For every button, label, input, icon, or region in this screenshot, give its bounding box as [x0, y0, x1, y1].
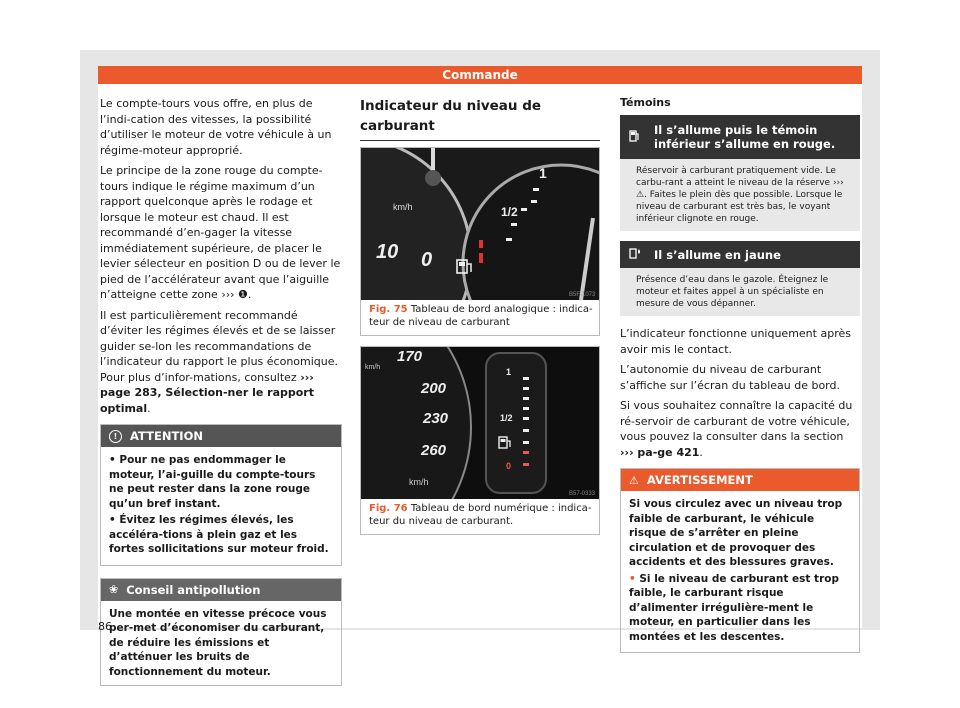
- speed-tick-label: 170: [397, 348, 423, 365]
- right-column: [620, 96, 860, 653]
- speed-unit-label: km/h: [365, 364, 381, 371]
- paragraph: Il est particulièrement recommandé d’éviter les régimes élevés et de se laisser guider se-lon les recommandations de l’indicateur du rapport le plus économique. Pour plus d’infor-mations, consultez ››› page 283, Sélection-ner le rapport optimal.: [100, 308, 339, 415]
- speed-tick-label: 10: [376, 241, 399, 263]
- figure-76: [360, 346, 600, 535]
- digital-gauge-image: [361, 347, 599, 499]
- eco-tip-title: Conseil antipollution: [126, 582, 261, 597]
- fuel-pump-icon: [628, 128, 642, 147]
- attention-title: ATTENTION: [130, 429, 203, 443]
- warning-triangle-icon: ⚠: [629, 473, 639, 487]
- list-item: • Pour ne pas endommager le moteur, l’ai-guille du compte-tours ne peut rester dans la zone rouge qu’un bref instant.: [109, 454, 316, 510]
- eco-tip-body: Une montée en vitesse précoce vous per-met d’économiser du carburant, de réduire les émissions et d’atténuer les bruits de fonctionnement du moteur.: [109, 607, 327, 678]
- warning-light-description: Présence d’eau dans le gazole. Éteignez le moteur et faites appel à un spécialiste en mesure de vous dépanner.: [636, 275, 829, 309]
- attention-header: [101, 425, 341, 447]
- paragraph: Le compte-tours vous offre, en plus de l’indi-cation des vitesses, la possibilité d’utiliser le moteur de votre véhicule à un régime-moteur approprié.: [100, 97, 332, 157]
- paragraph: L’indicateur fonctionne uniquement après avoir mis le contact.: [620, 327, 851, 356]
- figure-code: B57-0333: [569, 491, 596, 497]
- page-reference-link[interactable]: ››› pa-ge 421: [620, 445, 700, 459]
- analog-gauge-image: [361, 148, 599, 300]
- fuel-full-label: 1: [539, 165, 547, 181]
- speed-tick-label: 200: [421, 380, 447, 397]
- section-title: Indicateur du niveau de carburant: [360, 96, 600, 141]
- warning-light-description: Réservoir à carburant pratiquement vide. Le carbu-rant a atteint le niveau de la réserve ››› ⚠. Faites le plein dès que possible. Lorsque le niveau de carburant est très bas, le voyant inférieur clignote en rouge.: [636, 166, 844, 224]
- section-header: Commande: [98, 66, 862, 84]
- eco-tip-box: [100, 578, 342, 687]
- fuel-empty-label: 0: [506, 461, 512, 471]
- digital-fuel-gauge-drawing: [361, 347, 599, 499]
- warning-body: [621, 491, 859, 652]
- warning-light-yellow: [620, 241, 860, 316]
- attention-body: [101, 447, 341, 565]
- list-item: • Évitez les régimes élevés, les accéléra-tions à plein gaz et les fortes sollicitations sur moteur froid.: [109, 514, 329, 555]
- paragraph: Le principe de la zone rouge du compte-tours indique le régime maximum d’un rapport quelconque après le rodage et lorsque le moteur est chaud. Il est recommandé d’en-gager la vitesse immédiatement supérieure, de placer le levier sélecteur en position D ou de lever le pied de l’accélérateur avant que l’aiguille n’atteigne cette zone ››› ❶.: [100, 164, 341, 301]
- speed-unit-label: km/h: [393, 202, 413, 212]
- list-item: Si vous circulez avec un niveau trop faible de carburant, le véhicule risque de s’arrêter en pleine circulation et de provoquer des accidents et des blessures graves.: [629, 498, 843, 568]
- warning-light-title: Il s’allume en jaune: [654, 247, 781, 262]
- speed-tick-label: 260: [421, 442, 447, 459]
- figure-caption: Fig. 75 Tableau de bord analogique : indica-teur de niveau de carburant: [369, 304, 593, 328]
- figure-75: [360, 147, 600, 336]
- page-number: 86: [98, 620, 112, 633]
- eco-tip-header: [101, 579, 341, 601]
- fuel-half-label: 1/2: [501, 205, 518, 219]
- fuel-half-label: 1/2: [500, 413, 513, 423]
- warning-light-title: Il s’allume puis le témoin inférieur s’allume en rouge.: [654, 123, 836, 151]
- warning-title: AVERTISSEMENT: [646, 473, 753, 487]
- paragraph: Si vous souhaitez connaître la capacité du ré-servoir de carburant de votre véhicule, vous pouvez la consulter dans la section ››› pa-ge 421.: [620, 399, 853, 459]
- leaf-icon: ❀: [109, 583, 119, 596]
- list-item: • Si le niveau de carburant est trop faible, le carburant risque d’alimenter irrégulière-ment le moteur, en particulier dans les montées et les descentes.: [629, 572, 839, 643]
- figure-code: B5F-1073: [569, 292, 596, 298]
- warning-light-red: [620, 115, 860, 231]
- left-column: [100, 96, 342, 686]
- warning-box: [620, 468, 860, 653]
- figure-caption: Fig. 76 Tableau de bord numérique : indica-teur du niveau de carburant.: [369, 503, 592, 527]
- speed-tick-label: 0: [421, 249, 433, 271]
- middle-column: [360, 96, 600, 535]
- attention-box: [100, 424, 342, 566]
- fuel-full-label: 1: [506, 367, 512, 377]
- speed-tick-label: 230: [423, 410, 449, 427]
- warning-lights-title: Témoins: [620, 96, 671, 109]
- paragraph: L’autonomie du niveau de carburant s’affiche sur l’écran du tableau de bord.: [620, 363, 840, 392]
- speed-unit-label: km/h: [409, 477, 429, 487]
- warning-light-header: [620, 115, 860, 159]
- info-circle-icon: !: [109, 430, 122, 443]
- page-reference-link[interactable]: ››› page 283, Sélection-ner le rapport optimal: [100, 370, 314, 415]
- water-in-diesel-icon: [628, 245, 642, 264]
- analog-fuel-gauge-drawing: [361, 148, 599, 300]
- warning-light-header: [620, 241, 860, 268]
- warning-header: [621, 469, 859, 491]
